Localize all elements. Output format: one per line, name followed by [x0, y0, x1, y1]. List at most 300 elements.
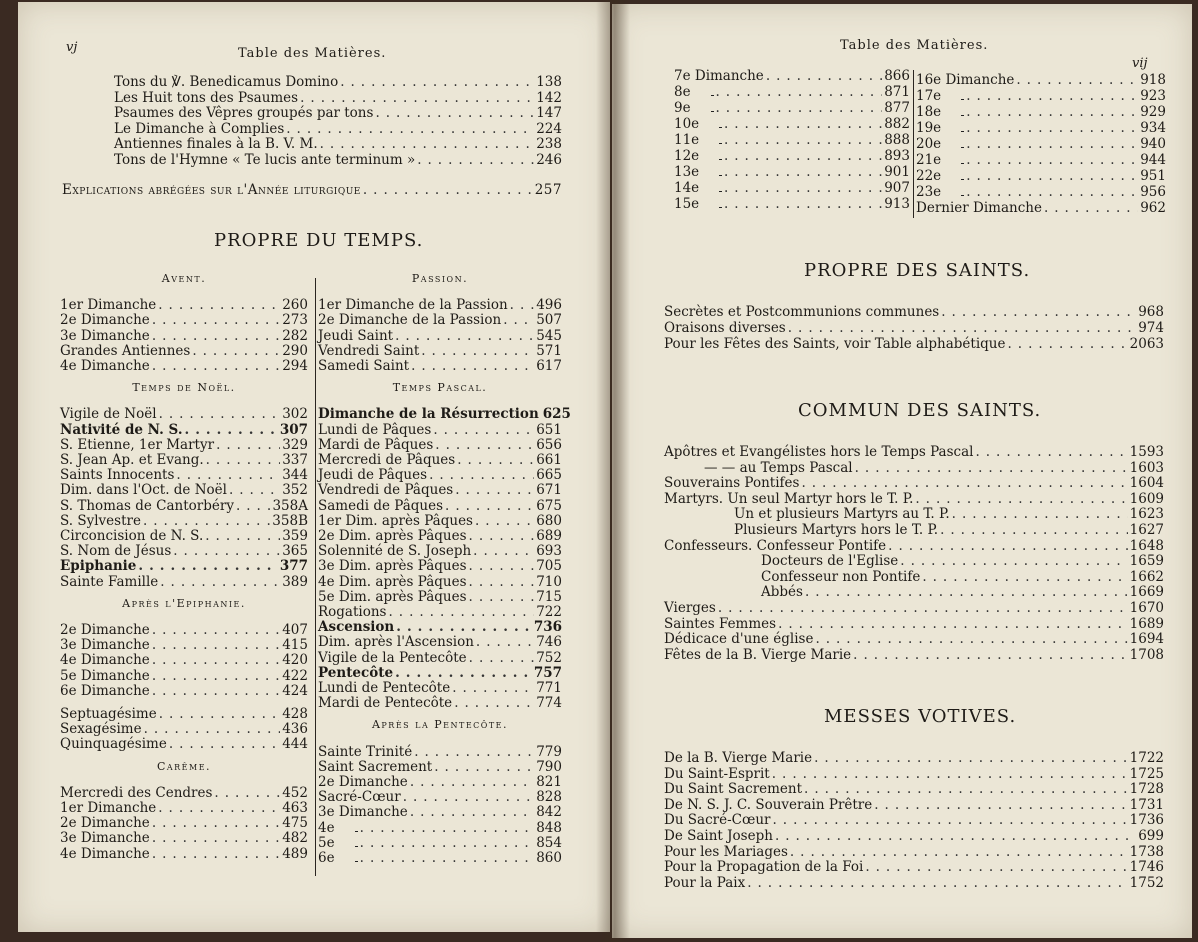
- entry-title: Oraisons diverses: [664, 320, 786, 336]
- toc-entry: [674, 196, 910, 212]
- page-number: 337: [282, 452, 308, 468]
- toc-entry: [60, 543, 308, 559]
- dot-leader: [411, 358, 534, 374]
- page-number: 138: [536, 74, 562, 90]
- page-number: 475: [282, 815, 308, 832]
- entry-title: Sainte Trinité: [318, 743, 413, 760]
- page-number: 344: [282, 467, 308, 484]
- dot-leader: [152, 830, 280, 846]
- dot-leader: [724, 116, 882, 132]
- right-column-divider: [913, 70, 914, 218]
- entry-title: 3e Dimanche: [60, 327, 150, 344]
- entry-title: De Saint Joseph: [664, 828, 773, 844]
- page-number: 1659: [1129, 553, 1164, 570]
- toc-entry: [62, 182, 562, 198]
- ditto-dash: [961, 163, 964, 164]
- toc-entry: [60, 422, 308, 438]
- entry-title: Tons de l'Hymne « Te lucis ante terminum »: [114, 151, 416, 168]
- ditto-dash: [961, 131, 964, 132]
- entry-title: 17e: [916, 88, 942, 104]
- toc-entry: [318, 695, 562, 711]
- page-number: 1694: [1129, 631, 1164, 648]
- toc-entry: [318, 343, 562, 359]
- toc-entry: [114, 152, 562, 168]
- dot-leader: [360, 820, 535, 836]
- page-number: 752: [536, 649, 562, 666]
- entry-title: Dim. dans l'Oct. de Noël: [60, 482, 227, 499]
- page-number: 377: [279, 558, 308, 575]
- page-number: 901: [884, 164, 910, 180]
- toc-entry: [318, 422, 562, 438]
- page-number: 1731: [1129, 796, 1164, 813]
- toc-entry: [114, 121, 562, 137]
- entry-title: 5e: [318, 834, 335, 851]
- toc-entry: [318, 574, 562, 590]
- dot-leader: [815, 631, 1127, 647]
- left-page-header: Table des Matières.: [238, 46, 387, 61]
- toc-entry: [318, 513, 562, 529]
- dot-leader: [716, 84, 883, 100]
- toc-entry: [664, 797, 1164, 813]
- dot-leader: [417, 152, 534, 168]
- entry-title: 15e: [674, 196, 700, 212]
- dot-leader: [206, 452, 281, 468]
- entry-title: De N. S. J. C. Souverain Prêtre: [664, 796, 873, 813]
- page-number: 1609: [1129, 490, 1164, 507]
- dot-leader: [403, 789, 535, 805]
- page-number: 913: [884, 196, 910, 212]
- page-number: 680: [536, 512, 562, 529]
- toc-entry: [60, 830, 308, 846]
- ditto-dash: [961, 179, 964, 180]
- toc-entry: [60, 668, 308, 684]
- dot-leader: [173, 543, 280, 559]
- page-number: 436: [282, 721, 308, 738]
- page-number: 307: [279, 421, 308, 438]
- page-number: 257: [534, 182, 562, 198]
- entry-title: Mercredi de Pâques: [318, 452, 456, 468]
- toc-entry: [60, 482, 308, 498]
- toc-entry: [318, 665, 562, 681]
- toc-entry: [60, 683, 308, 699]
- page-number: 444: [282, 736, 308, 753]
- dot-leader: [185, 422, 278, 438]
- dot-leader: [966, 104, 1138, 120]
- toc-entry: [674, 148, 910, 164]
- toc-entry: [664, 750, 1164, 766]
- entry-title: Septuagésime: [60, 706, 157, 722]
- dot-leader: [772, 766, 1128, 782]
- page-number: 871: [884, 84, 910, 100]
- dot-leader: [152, 815, 280, 831]
- entry-title: 20e: [916, 136, 942, 152]
- entry-title: 19e: [916, 120, 942, 136]
- toc-entry: [664, 491, 1164, 507]
- dot-leader: [152, 637, 280, 653]
- right-page: [612, 4, 1192, 938]
- entry-title: Grandes Antiennes: [60, 342, 191, 359]
- entry-title: 2e Dimanche: [318, 774, 408, 790]
- page-number: 282: [282, 327, 308, 344]
- entry-title: 2e Dimanche: [60, 312, 150, 329]
- entry-title: 11e: [674, 132, 700, 148]
- dot-leader: [421, 343, 534, 359]
- page-number: 1670: [1129, 600, 1164, 616]
- toc-entry: [916, 136, 1166, 152]
- ditto-dash: [961, 195, 964, 196]
- page-number: 1728: [1129, 781, 1164, 798]
- ditto-dash: [961, 99, 964, 100]
- dot-leader: [814, 750, 1128, 766]
- dot-leader: [152, 846, 280, 862]
- entry-title: Saintes Femmes: [664, 615, 777, 632]
- toc-entry: [60, 785, 308, 801]
- dot-leader: [469, 650, 535, 666]
- page-number: 1746: [1129, 859, 1164, 876]
- dot-leader: [804, 781, 1128, 797]
- toc-entry: [60, 358, 308, 374]
- page-number: 934: [1140, 120, 1166, 136]
- page-number: 779: [536, 743, 562, 760]
- page-number: 940: [1140, 136, 1166, 152]
- toc-entry: [60, 558, 308, 574]
- dot-leader: [922, 569, 1127, 585]
- page-number: 1623: [1129, 506, 1164, 523]
- entry-title: Confesseurs. Confesseur Pontife: [664, 537, 887, 554]
- dot-leader: [966, 136, 1138, 152]
- entry-title: De la B. Vierge Marie: [664, 750, 813, 766]
- page-number: 1627: [1129, 522, 1164, 538]
- entry-title: 3e Dimanche: [60, 637, 150, 654]
- page-number: 866: [884, 68, 910, 84]
- entry-title: 7e Dimanche: [674, 68, 764, 84]
- dot-leader: [469, 574, 535, 590]
- toc-entry: [734, 522, 1164, 538]
- toc-entry: [318, 680, 562, 696]
- toc-entry: [318, 820, 562, 836]
- entry-title: 6e Dimanche: [60, 682, 150, 699]
- page-number: 422: [282, 667, 308, 684]
- dot-leader: [766, 68, 882, 84]
- page-number: 424: [282, 682, 308, 699]
- page-number: 929: [1140, 104, 1166, 120]
- dot-leader: [414, 744, 534, 760]
- entry-title: 1er Dim. après Pâques: [318, 512, 473, 529]
- entry-title: S. Jean Ap. et Evang.: [60, 452, 204, 468]
- dot-leader: [853, 647, 1127, 663]
- toc-entry: [60, 706, 308, 722]
- page-number: 722: [536, 604, 562, 620]
- entry-title: Confesseur non Pontife: [761, 568, 921, 585]
- dot-leader: [452, 680, 534, 696]
- toc-entry: [674, 100, 910, 116]
- ditto-dash: [711, 111, 714, 112]
- dot-leader: [724, 164, 882, 180]
- toc-entry: [318, 482, 562, 498]
- page-number: 358B: [272, 512, 308, 529]
- entry-title: Sacré-Cœur: [318, 789, 401, 806]
- page-number: 675: [536, 497, 562, 514]
- toc-entry: [664, 844, 1164, 860]
- page-number: 757: [533, 664, 562, 681]
- dot-leader: [778, 616, 1128, 632]
- entry-title: 23e: [916, 184, 942, 200]
- entry-title: Sexagésime: [60, 721, 142, 738]
- entry-title: Vendredi Saint: [318, 342, 420, 359]
- dot-leader: [143, 513, 270, 529]
- toc-entry: [60, 343, 308, 359]
- page-number: 828: [536, 789, 562, 806]
- entry-title: Samedi Saint: [318, 358, 410, 374]
- page-number: 273: [282, 312, 308, 329]
- dot-leader: [375, 105, 534, 121]
- toc-entry: [60, 528, 308, 544]
- dot-leader: [159, 406, 281, 422]
- toc-entry: [318, 650, 562, 666]
- entry-title: Ascension: [318, 619, 395, 636]
- page-number: 489: [282, 845, 308, 862]
- dot-leader: [429, 467, 534, 483]
- dot-leader: [724, 132, 882, 148]
- dot-leader: [435, 437, 534, 453]
- toc-entry: [318, 789, 562, 805]
- toc-entry: [761, 553, 1164, 569]
- dot-leader: [144, 721, 281, 737]
- dot-leader: [138, 558, 277, 574]
- page-number: 746: [536, 634, 562, 651]
- dot-leader: [410, 774, 534, 790]
- toc-entry: [761, 569, 1164, 585]
- toc-entry: [60, 452, 308, 468]
- dot-leader: [915, 491, 1127, 507]
- entry-title: Samedi de Pâques: [318, 497, 444, 514]
- toc-entry: [664, 475, 1164, 491]
- entry-title: 16e Dimanche: [916, 72, 1015, 88]
- propre-des-saints-title: PROPRE DES SAINTS.: [804, 260, 1031, 281]
- toc-entry: [318, 437, 562, 453]
- toc-entry: [916, 104, 1166, 120]
- dot-leader: [158, 800, 280, 816]
- entry-title: 10e: [674, 116, 700, 132]
- entry-title: Explications abrégées sur l'Année liturgique: [62, 182, 361, 198]
- toc-entry: [60, 437, 308, 453]
- toc-entry: [664, 616, 1164, 632]
- section-heading: Carême.: [156, 759, 212, 773]
- toc-entry: [318, 452, 562, 468]
- toc-entry: [664, 647, 1164, 663]
- left-page-number: vj: [66, 40, 78, 55]
- dot-leader: [152, 358, 280, 374]
- page-number: 854: [536, 834, 562, 851]
- dot-leader: [360, 850, 535, 866]
- dot-leader: [360, 835, 535, 851]
- dot-leader: [788, 320, 1136, 336]
- page-number: 1669: [1129, 584, 1164, 601]
- page-number: 463: [282, 800, 308, 816]
- dot-leader: [236, 498, 271, 514]
- entry-title: 4e Dim. après Pâques: [318, 573, 467, 590]
- toc-entry: [60, 406, 308, 422]
- section-heading: Passion.: [411, 272, 469, 285]
- entry-title: — — au Temps Pascal: [704, 459, 853, 476]
- entry-title: 1er Dimanche de la Passion: [318, 297, 508, 314]
- toc-entry: [318, 312, 562, 328]
- dot-leader: [1016, 72, 1138, 88]
- page-number: 661: [536, 452, 562, 468]
- dot-leader: [874, 797, 1127, 813]
- toc-entry: [60, 312, 308, 328]
- page-number: 882: [884, 116, 910, 132]
- page-number: 1708: [1129, 646, 1164, 663]
- dot-leader: [192, 343, 280, 359]
- dot-leader: [966, 184, 1138, 200]
- entry-title: Mardi de Pâques: [318, 436, 434, 453]
- dot-leader: [1008, 336, 1128, 352]
- toc-entry: [674, 68, 910, 84]
- entry-title: 2e Dimanche: [60, 622, 150, 638]
- toc-entry: [664, 631, 1164, 647]
- page-number: 352: [282, 482, 308, 499]
- dot-leader: [900, 553, 1127, 569]
- page-number: 842: [536, 804, 562, 821]
- page-number: 290: [282, 342, 308, 359]
- toc-entry: [664, 859, 1164, 875]
- page-number: 238: [536, 136, 562, 152]
- dot-leader: [152, 652, 280, 668]
- entry-title: 4e Dimanche: [60, 358, 150, 374]
- dot-leader: [395, 328, 534, 344]
- dot-leader: [473, 543, 534, 559]
- entry-title: 4e: [318, 819, 335, 836]
- entry-title: Docteurs de l'Eglise: [761, 553, 899, 570]
- dot-leader: [469, 528, 535, 544]
- toc-entry: [318, 467, 562, 483]
- dot-leader: [966, 120, 1138, 136]
- page-number: 944: [1140, 152, 1166, 168]
- toc-entry: [916, 72, 1166, 88]
- dot-leader: [152, 328, 280, 344]
- entry-title: Du Sacré-Cœur: [664, 812, 771, 829]
- page-number: 625: [542, 406, 571, 423]
- entry-title: 18e: [916, 104, 942, 120]
- toc-entry: [60, 467, 308, 483]
- dot-leader: [1044, 200, 1138, 216]
- entry-title: Vendredi de Pâques: [318, 482, 454, 499]
- toc-entry: [674, 116, 910, 132]
- toc-entry: [114, 90, 562, 106]
- entry-title: 12e: [674, 148, 700, 164]
- ditto-dash: [355, 861, 358, 862]
- dot-leader: [975, 444, 1127, 460]
- toc-entry: [674, 132, 910, 148]
- toc-entry: [318, 558, 562, 574]
- entry-title: S. Sylvestre: [60, 512, 141, 529]
- toc-entry: [664, 812, 1164, 828]
- entry-title: Dernier Dimanche: [916, 200, 1042, 216]
- entry-title: 13e: [674, 164, 700, 180]
- page-number: 1662: [1129, 568, 1164, 585]
- section-heading: Après l'Epiphanie.: [122, 596, 246, 610]
- entry-title: Vierges: [664, 600, 716, 616]
- entry-title: S. Thomas de Cantorbéry: [60, 497, 234, 514]
- entry-title: 21e: [916, 152, 942, 168]
- entry-title: Apôtres et Evangélistes hors le Temps Pascal: [664, 444, 974, 460]
- toc-entry: [318, 774, 562, 790]
- toc-entry: [60, 498, 308, 514]
- entry-title: 4e Dimanche: [60, 652, 150, 669]
- dot-leader: [410, 804, 534, 820]
- page-number: 693: [536, 543, 562, 560]
- dot-leader: [747, 875, 1127, 891]
- entry-title: Solennité de S. Joseph: [318, 543, 472, 560]
- page-number: 671: [536, 482, 562, 499]
- section-heading: Après la Pentecôte.: [371, 718, 509, 732]
- entry-title: Dim. après l'Ascension: [318, 634, 474, 651]
- page-number: 888: [884, 132, 910, 148]
- page-number: 359: [282, 528, 308, 544]
- toc-entry: [114, 74, 562, 90]
- entry-title: 1er Dimanche: [60, 297, 157, 314]
- toc-entry: [664, 538, 1164, 554]
- page-number: 389: [282, 573, 308, 590]
- dot-leader: [941, 304, 1136, 320]
- page-number: 1648: [1129, 537, 1164, 554]
- page-number: 656: [536, 436, 562, 453]
- toc-entry: [318, 604, 562, 620]
- page-number: 260: [282, 297, 308, 314]
- dot-leader: [469, 589, 535, 605]
- messes-votives-title: MESSES VOTIVES.: [824, 706, 1017, 727]
- dot-leader: [805, 584, 1128, 600]
- dot-leader: [396, 619, 532, 635]
- entry-title: Circoncision de N. S.: [60, 528, 204, 544]
- page-number: 918: [1140, 72, 1166, 88]
- toc-entry: [60, 513, 308, 529]
- dot-leader: [716, 100, 883, 116]
- page-number: 1736: [1129, 812, 1164, 829]
- page-number: 651: [536, 421, 562, 438]
- toc-entry: [60, 574, 308, 590]
- dot-leader: [855, 460, 1128, 476]
- propre-du-temps-title: PROPRE DU TEMPS.: [214, 230, 424, 251]
- entry-title: Dimanche de la Résurrection: [318, 406, 539, 423]
- page-number: 907: [884, 180, 910, 196]
- entry-title: 9e: [674, 100, 691, 116]
- dot-leader: [775, 828, 1136, 844]
- page-number: 951: [1140, 168, 1166, 184]
- toc-entry: [60, 815, 308, 831]
- page-number: 1725: [1129, 765, 1164, 782]
- toc-entry: [761, 584, 1164, 600]
- dot-leader: [433, 422, 534, 438]
- page-number: 420: [282, 652, 308, 669]
- ditto-dash: [961, 147, 964, 148]
- dot-leader: [300, 90, 534, 106]
- page-number: 665: [536, 467, 562, 484]
- dot-leader: [888, 538, 1127, 554]
- dot-leader: [966, 88, 1138, 104]
- toc-entry: [114, 105, 562, 121]
- dot-leader: [952, 506, 1128, 522]
- toc-entry: [664, 304, 1164, 320]
- toc-entry: [114, 136, 562, 152]
- toc-entry: [664, 766, 1164, 782]
- toc-entry: [664, 600, 1164, 616]
- page-number: 571: [536, 342, 562, 359]
- page-number: 507: [536, 312, 562, 329]
- page-number: 974: [1138, 320, 1164, 336]
- page-number: 715: [536, 588, 562, 605]
